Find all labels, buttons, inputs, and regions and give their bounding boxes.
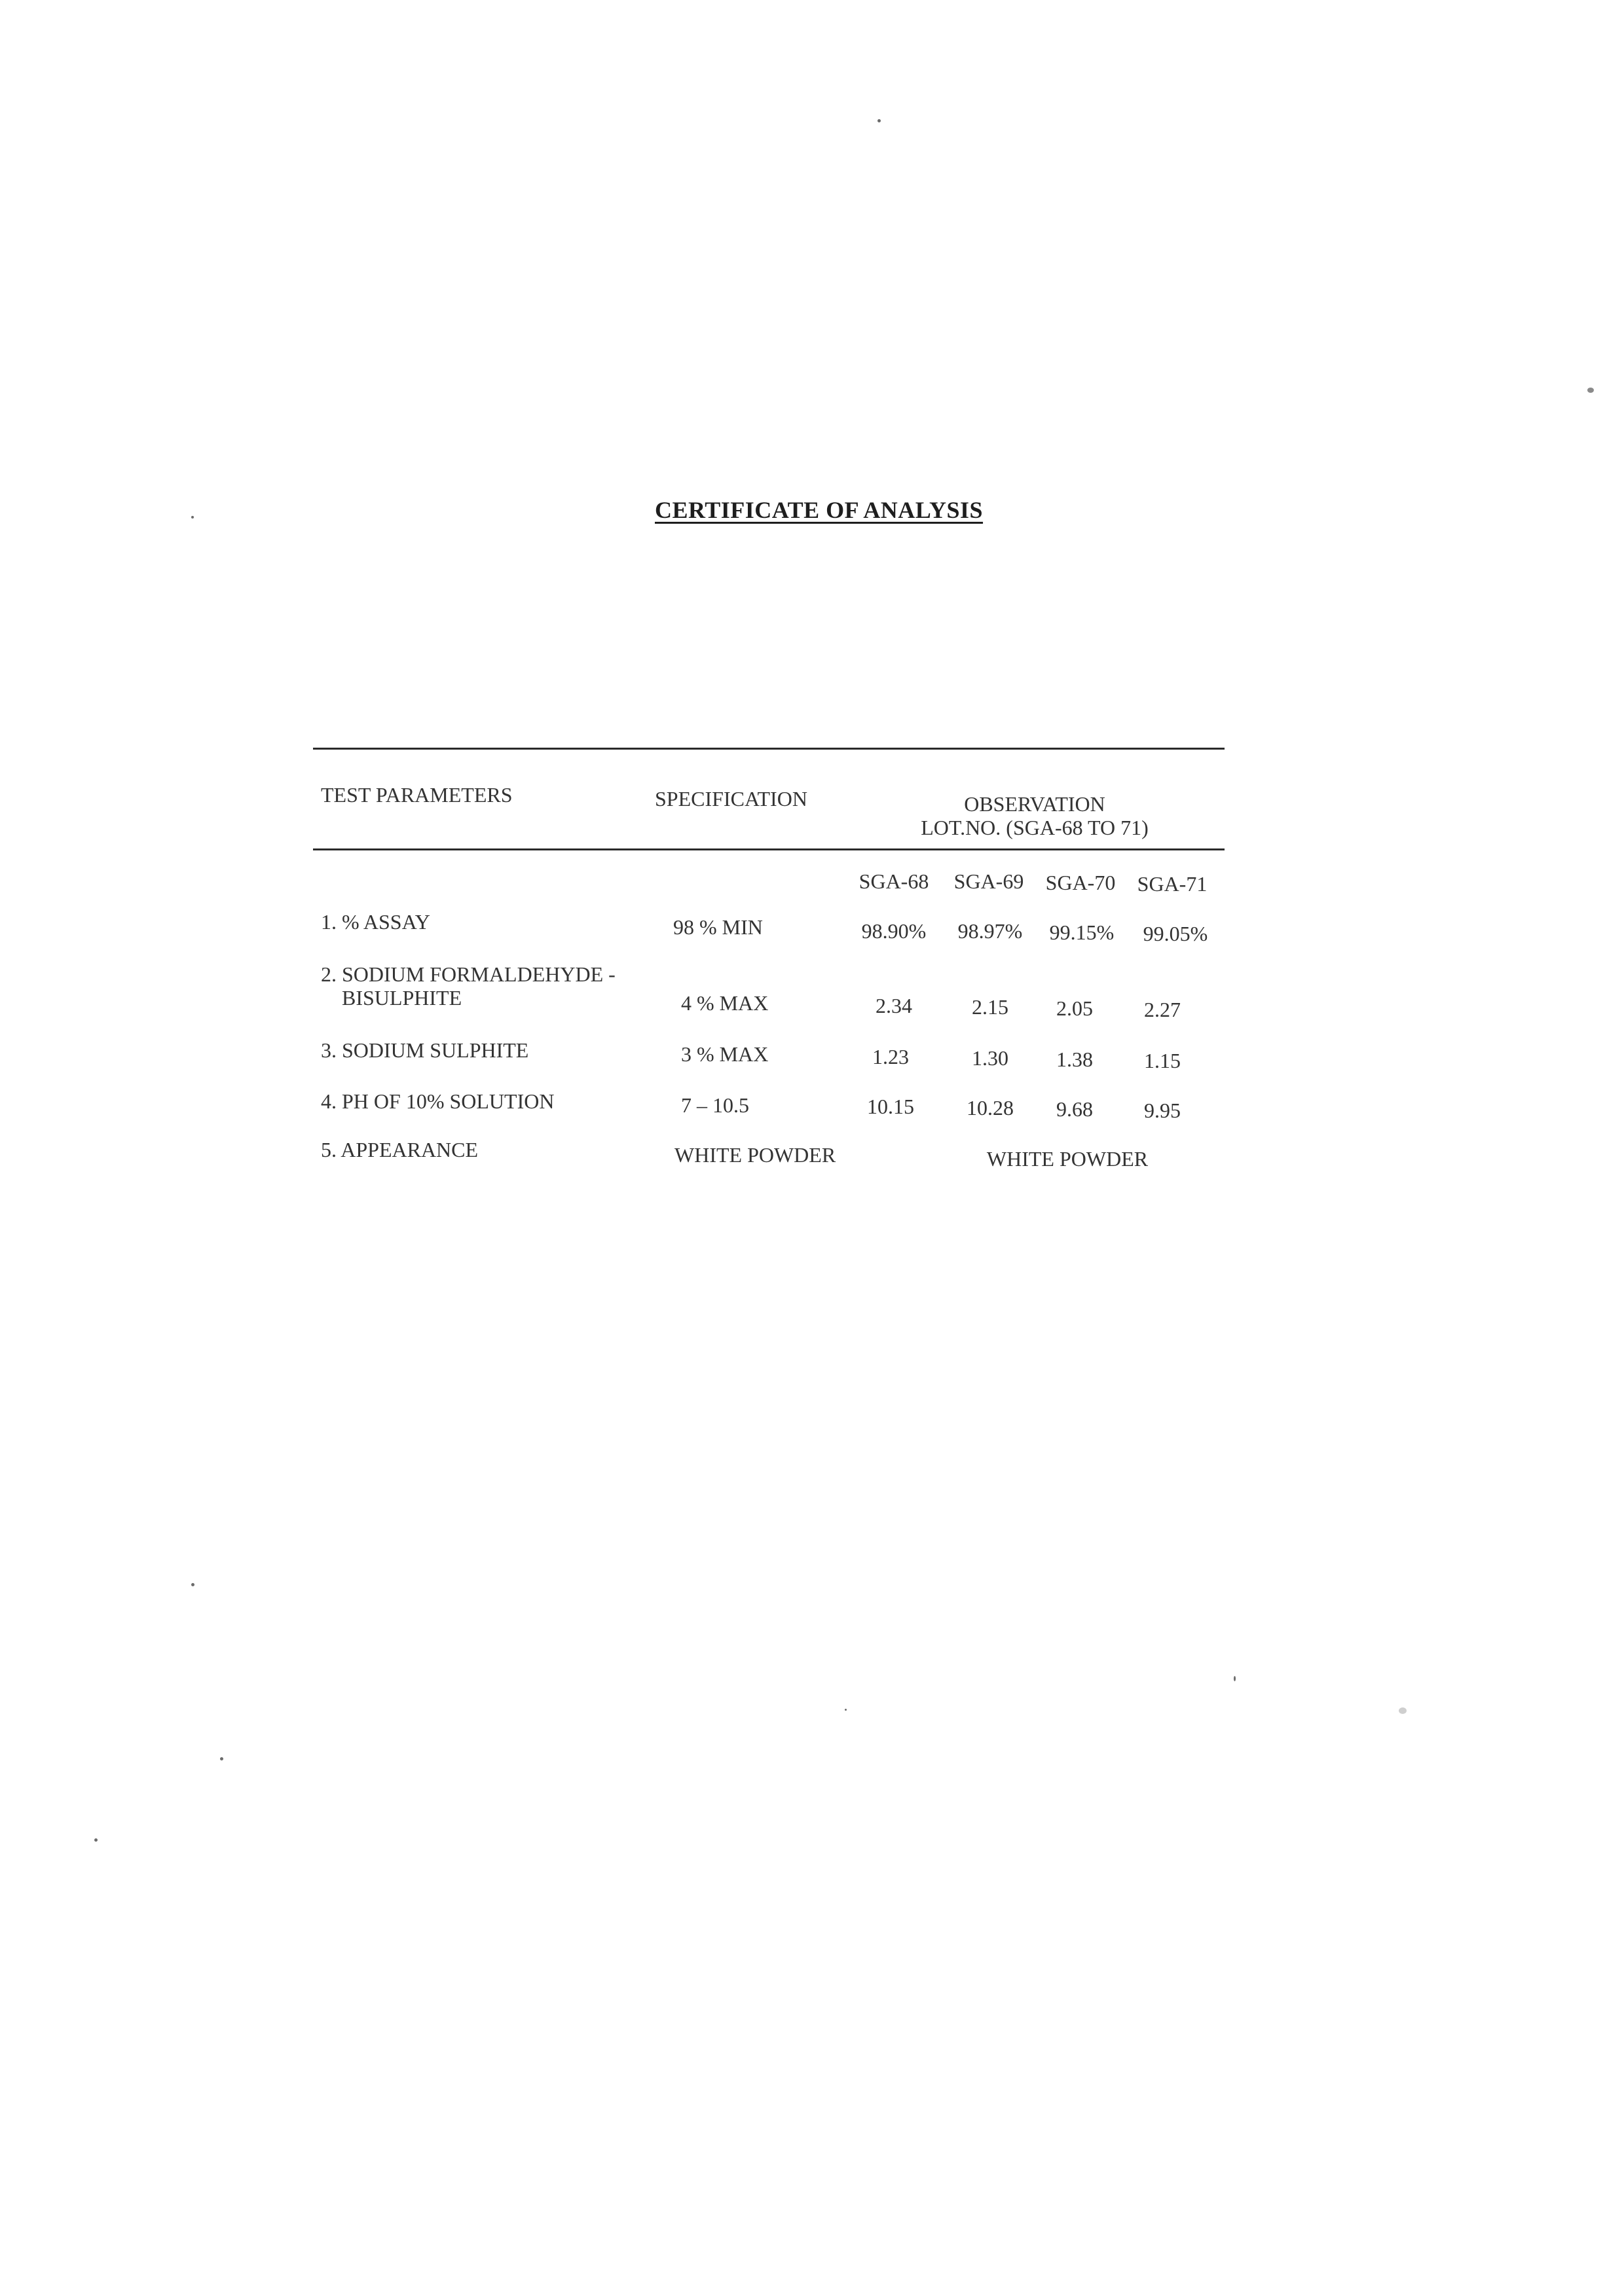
row-1-value-sga-69: 98.97% [957,919,1023,943]
row-2-value-sga-68: 2.34 [876,994,912,1017]
row-1-parameter: 1. % ASSAY [321,910,430,934]
table-top-rule [313,748,1225,750]
row-4-value-sga-71: 9.95 [1144,1099,1181,1122]
row-4-value-sga-69: 10.28 [967,1096,1014,1120]
row-4-specification: 7 – 10.5 [681,1093,749,1117]
row-2-specification: 4 % MAX [681,991,769,1015]
row-3-value-sga-70: 1.38 [1056,1048,1093,1071]
row-4-value-sga-70: 9.68 [1056,1097,1093,1121]
row-2-value-sga-69: 2.15 [972,995,1008,1019]
row-1-value-sga-71: 99.05% [1143,922,1208,945]
scan-speck [94,1838,98,1842]
lot-header-sga-69: SGA-69 [953,869,1024,893]
scan-speck [845,1709,847,1711]
row-2-value-sga-71: 2.27 [1144,998,1181,1021]
row-1-value-sga-70: 99.15% [1049,920,1115,944]
header-specification: SPECIFICATION [655,787,807,811]
scan-speck [1399,1707,1407,1714]
row-1-value-sga-68: 98.90% [861,919,927,943]
lot-header-sga-68: SGA-68 [858,869,929,893]
row-3-specification: 3 % MAX [681,1042,769,1066]
row-1-specification: 98 % MIN [673,915,763,939]
document-title: CERTIFICATE OF ANALYSIS [655,497,984,523]
row-2-value-sga-70: 2.05 [1056,996,1093,1020]
row-3-value-sga-69: 1.30 [972,1046,1008,1070]
row-3-value-sga-68: 1.23 [872,1045,909,1068]
table-header-rule [313,848,1225,850]
header-lot-no: LOT.NO. (SGA-68 TO 71) [921,816,1149,839]
row-5-observation: WHITE POWDER [986,1147,1149,1171]
row-4-parameter: 4. PH OF 10% SOLUTION [321,1089,555,1113]
row-2-parameter-line2: BISULPHITE [342,986,462,1010]
header-test-parameters: TEST PARAMETERS [321,783,513,807]
lot-header-sga-71: SGA-71 [1137,872,1208,896]
scan-speck [220,1757,223,1760]
scan-speck [877,119,881,122]
row-3-value-sga-71: 1.15 [1144,1049,1181,1072]
lot-header-sga-70: SGA-70 [1045,871,1116,894]
row-3-parameter: 3. SODIUM SULPHITE [321,1038,529,1062]
header-observation: OBSERVATION [964,792,1105,816]
row-5-parameter: 5. APPEARANCE [321,1138,479,1161]
row-5-specification: WHITE POWDER [674,1143,836,1167]
row-4-value-sga-68: 10.15 [867,1095,914,1118]
scan-speck [191,1583,194,1586]
scan-speck [1234,1676,1236,1681]
scan-speck [191,516,194,519]
row-2-parameter: 2. SODIUM FORMALDEHYDE - [321,962,616,986]
scan-speck [1587,388,1594,393]
